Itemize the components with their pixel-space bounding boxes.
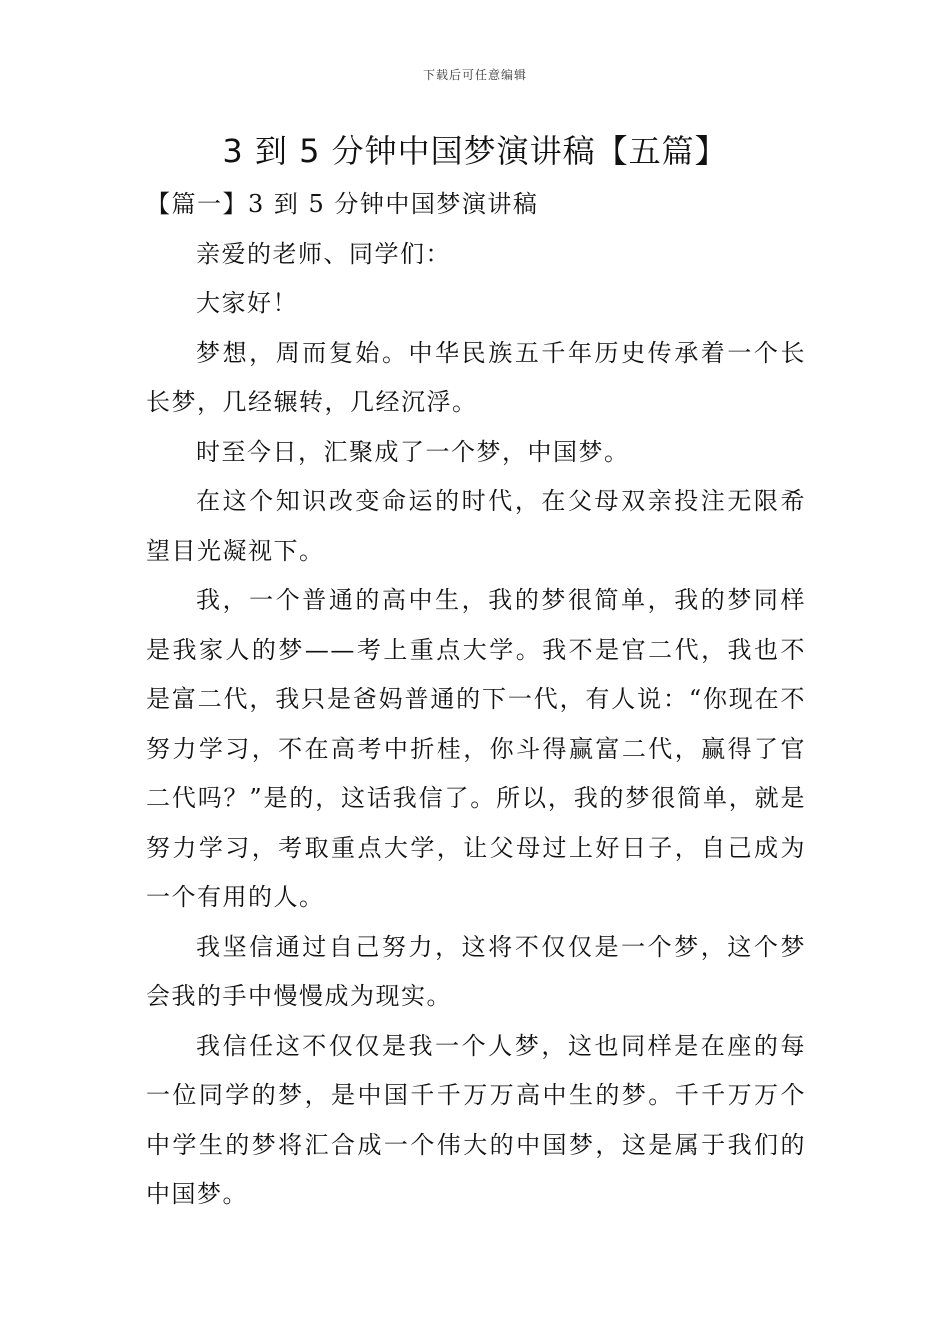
paragraph: 我坚信通过自己努力，这将不仅仅是一个梦，这个梦会我的手中慢慢成为现实。: [146, 932, 806, 1010]
paragraph: 梦想，周而复始。中华民族五千年历史传承着一个长长梦，几经辗转，几经沉浮。: [146, 338, 806, 416]
paragraph: 在这个知识改变命运的时代，在父母双亲投注无限希望目光凝视下。: [146, 487, 806, 565]
paragraph: 时至今日，汇聚成了一个梦，中国梦。: [196, 437, 630, 466]
paragraph: 我信任这不仅仅是我一个人梦，这也同样是在座的每一位同学的梦，是中国千千万万高中生的梦。千千万万个中学生的梦将汇合成一个伟大的中国梦，这是属于我们的中国梦。: [146, 1031, 806, 1208]
paragraph: 我，一个普通的高中生，我的梦很简单，我的梦同样是我家人的梦——考上重点大学。我不是官二代，我也不是富二代，我只是爸妈普通的下一代，有人说：“你现在不努力学习，不在高考中折桂，你斗得赢富二代，赢得了官二代吗？”是的，这话我信了。所以，我的梦很简单，就是努力学习，考取重点大学，让父母过上好日子，自己成为一个有用的人。: [146, 586, 806, 911]
header-note: 下载后可任意编辑: [422, 68, 527, 82]
paragraph-greeting: 亲爱的老师、同学们：: [196, 239, 451, 268]
section-heading: 【篇一】3 到 5 分钟中国梦演讲稿: [146, 190, 539, 218]
document-body: [146, 180, 806, 1220]
document-title: 3 到 5 分钟中国梦演讲稿【五篇】: [222, 132, 728, 170]
paragraph-hello: 大家好！: [196, 289, 298, 317]
